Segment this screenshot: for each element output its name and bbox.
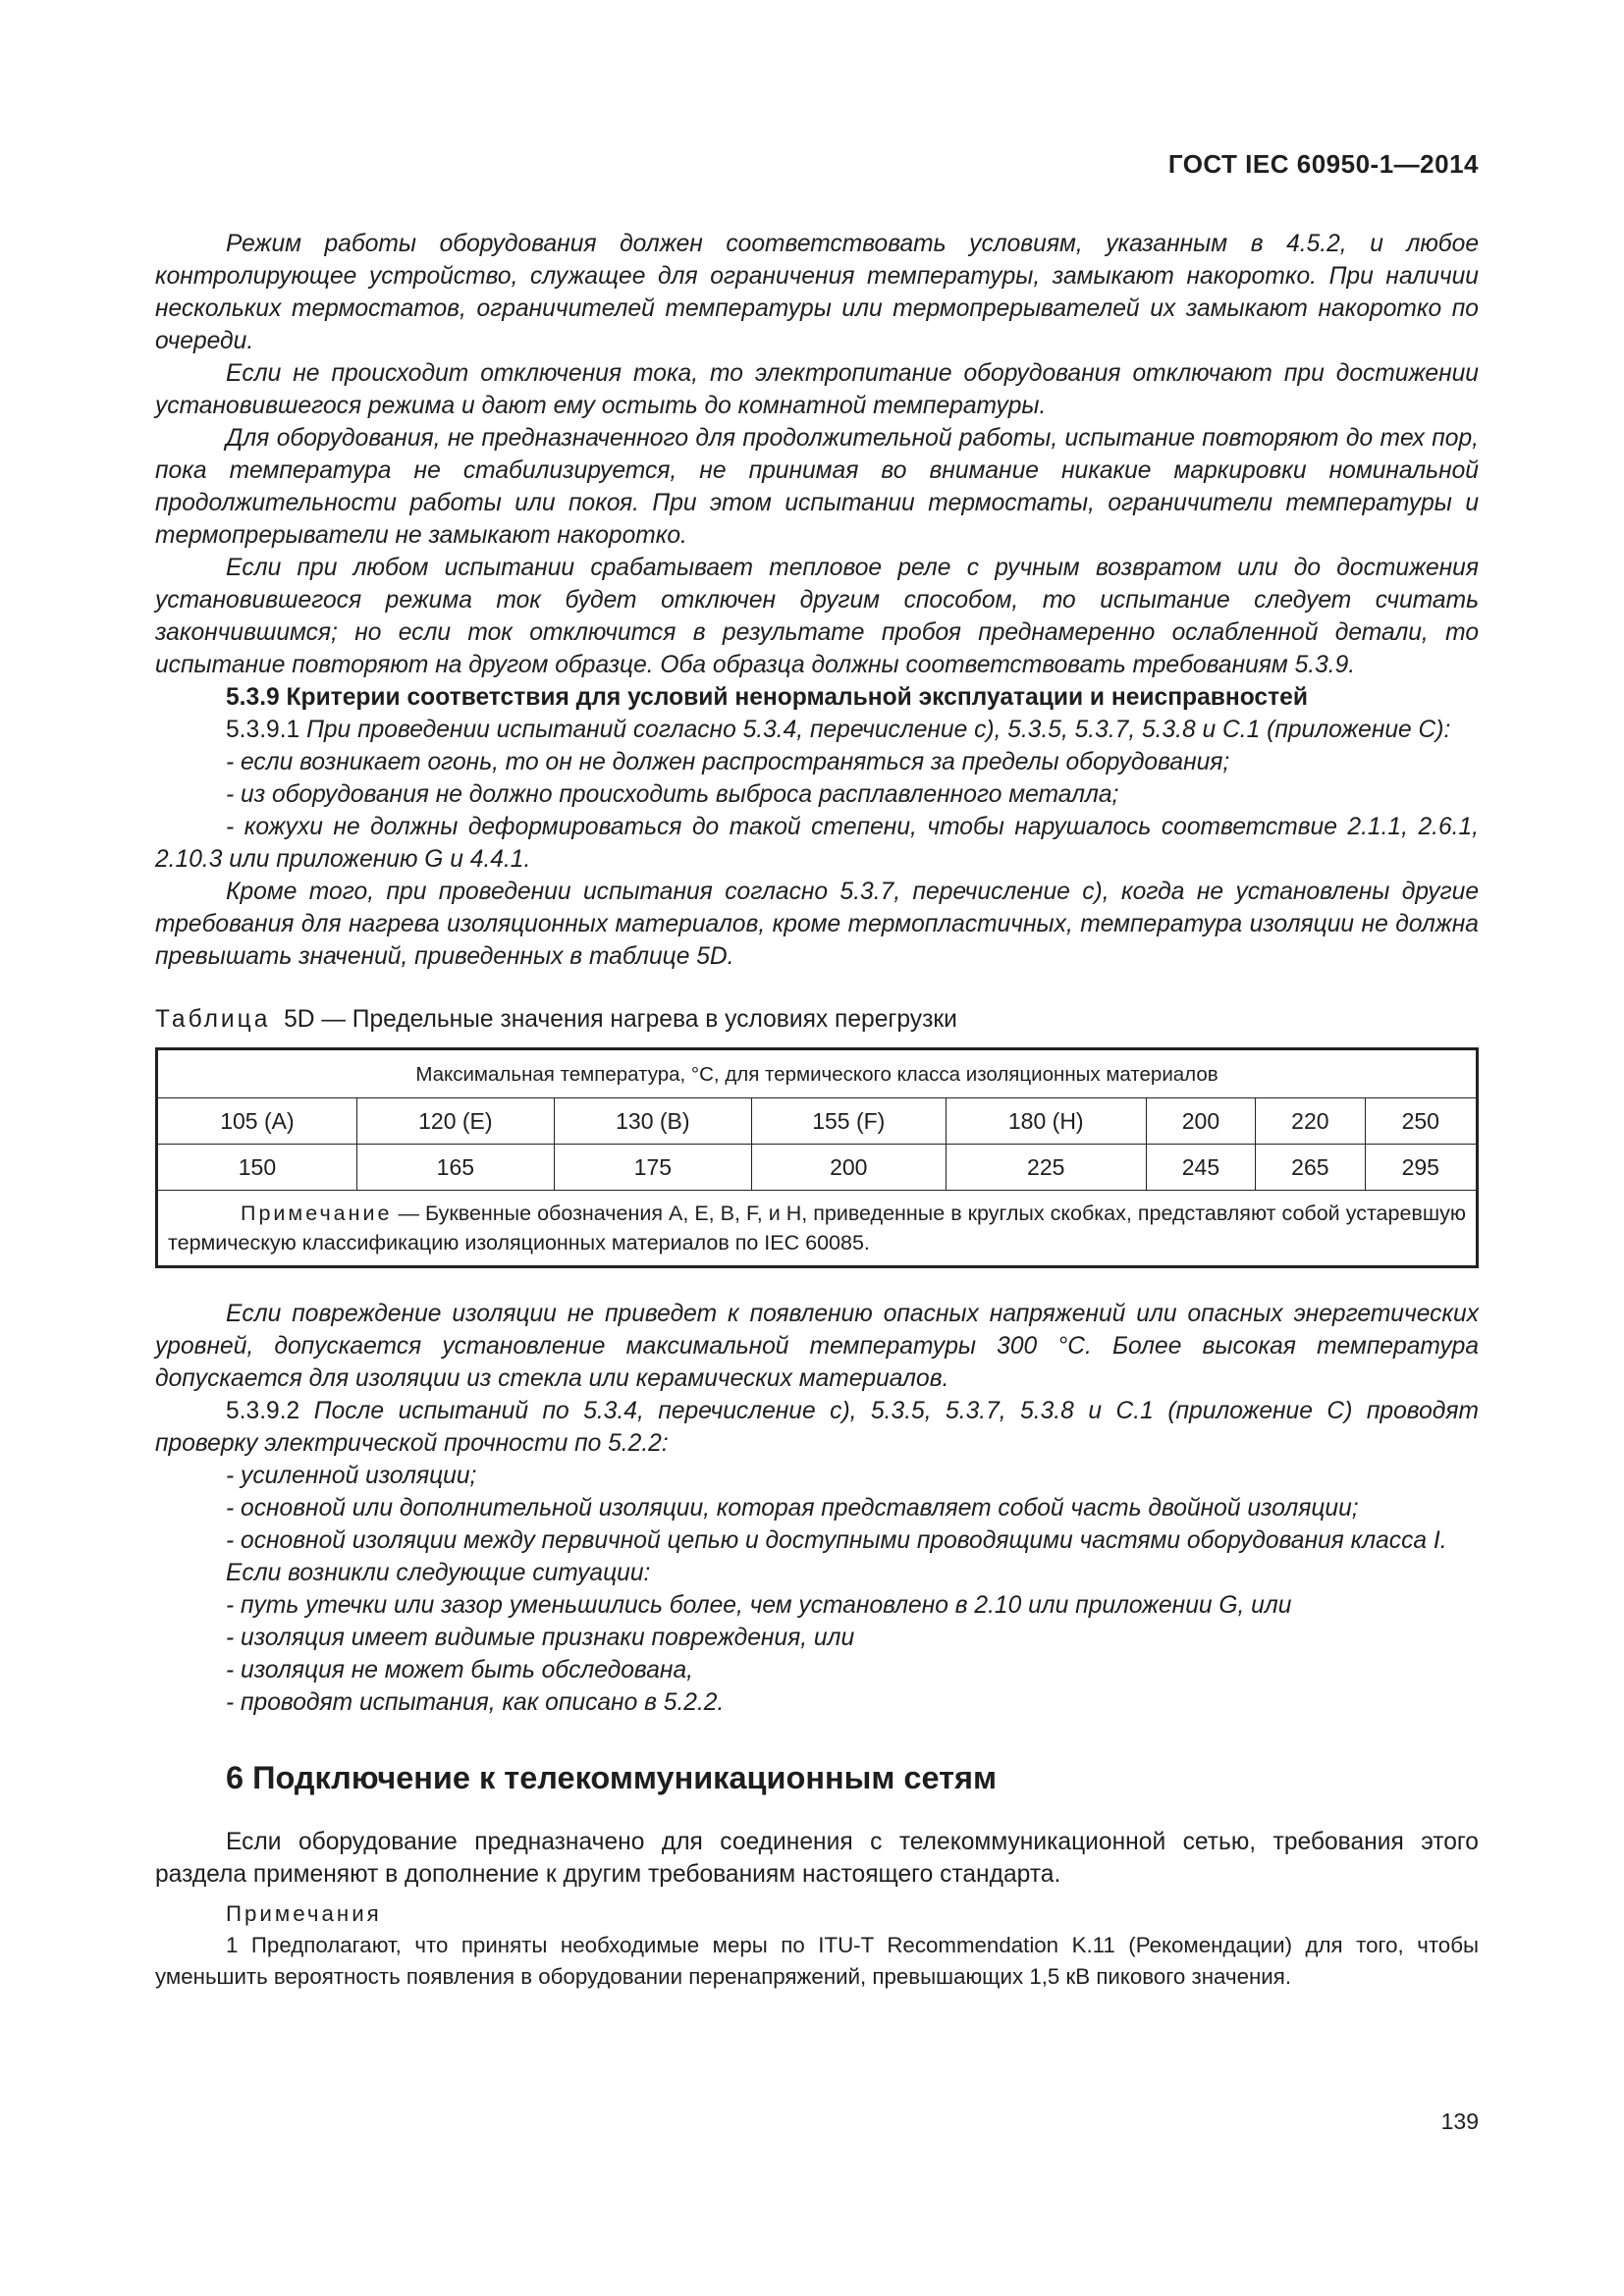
table-caption-label: Таблица <box>155 1006 271 1033</box>
table-cell: 265 <box>1256 1145 1365 1191</box>
section-heading-5-3-9: 5.3.9 Критерии соответствия для условий ненормальной эксплуатации и неисправностей <box>226 684 1308 711</box>
table-5d <box>155 1047 1479 1268</box>
section-heading-6: 6 Подключение к телекоммуникационным сетям <box>226 1760 998 1795</box>
paragraph-5-3-9-2 <box>155 1395 1479 1460</box>
table-cell: 295 <box>1365 1145 1477 1191</box>
page-number: 139 <box>1440 2109 1479 2134</box>
list-item: - изоляция имеет видимые признаки повреждения, или <box>226 1625 855 1651</box>
table-cell: 200 <box>1146 1098 1255 1145</box>
list-item: - путь утечки или зазор уменьшились более, чем установлено в 2.10 или приложении G, или <box>226 1592 1292 1619</box>
paragraph: Если при любом испытании срабатывает тепловое реле с ручным возвратом или до достижения установившегося режима ток будет отключен другим способом, то испытание следует считать закончившимся; но если ток отключится в результате пробоя преднамеренно ослабленной детали, то испытание повторяют на другом образце. Оба образца должны соответствовать требованиям 5.3.9. <box>155 555 1479 678</box>
table-row <box>157 1145 1478 1191</box>
paragraph: Если оборудование предназначено для соединения с телекоммуникационной сетью, требования этого раздела применяют в дополнение к другим требованиям настоящего стандарта. <box>155 1829 1479 1888</box>
list-item: - основной или дополнительной изоляции, которая представляет собой часть двойной изоляции; <box>226 1495 1359 1522</box>
table-cell: 220 <box>1256 1098 1365 1145</box>
paragraph: Кроме того, при проведении испытания согласно 5.3.7, перечисление с), когда не установлены другие требования для нагрева изоляционных материалов, кроме термопластичных, температура изоляции не должна превышать значений, приведенных в таблице 5D. <box>155 879 1479 970</box>
table-header: Максимальная температура, °С, для термического класса изоляционных материалов <box>157 1049 1478 1098</box>
table-row <box>157 1049 1478 1098</box>
clause-text: После испытаний по 5.3.4, перечисление с), 5.3.5, 5.3.7, 5.3.8 и С.1 (приложение С) проводят проверку электрической прочности по 5.2.2: <box>155 1398 1479 1457</box>
list-item: - из оборудования не должно происходить выброса расплавленного металла; <box>226 781 1119 808</box>
paragraph: Если повреждение изоляции не приведет к появлению опасных напряжений или опасных энергетических уровней, допускается установление максимальной температуры 300 °С. Более высокая температура допускается для изоляции из стекла или керамических материалов. <box>155 1301 1479 1392</box>
table-cell: 250 <box>1365 1098 1477 1145</box>
table-row <box>157 1191 1478 1267</box>
table-note <box>157 1191 1478 1267</box>
list-item: - усиленной изоляции; <box>226 1463 477 1489</box>
paragraph: Если возникли следующие ситуации: <box>226 1560 651 1586</box>
table-note-label: Примечание <box>241 1201 393 1225</box>
table-row <box>157 1098 1478 1145</box>
table-cell: 150 <box>157 1145 357 1191</box>
table-cell: 245 <box>1146 1145 1255 1191</box>
table-caption <box>155 1003 1479 1036</box>
document-header: ГОСТ IEC 60950-1—2014 <box>1167 149 1479 179</box>
clause-number: 5.3.9.1 <box>226 717 300 743</box>
page-body <box>155 228 1479 1993</box>
table-cell: 105 (A) <box>157 1098 357 1145</box>
table-cell: 225 <box>946 1145 1146 1191</box>
notes-label: Примечания <box>226 1901 382 1926</box>
clause-number: 5.3.9.2 <box>226 1398 300 1424</box>
table-cell: 120 (E) <box>356 1098 554 1145</box>
table-cell: 165 <box>356 1145 554 1191</box>
list-item: - проводят испытания, как описано в 5.2.2. <box>226 1689 725 1716</box>
clause-text: При проведении испытаний согласно 5.3.4, перечисление с), 5.3.5, 5.3.7, 5.3.8 и С.1 (приложение С): <box>306 717 1451 743</box>
list-item: - кожухи не должны деформироваться до такой степени, чтобы нарушалось соответствие 2.1.1, 2.6.1, 2.10.3 или приложению G и 4.4.1. <box>155 814 1479 873</box>
list-item: - если возникает огонь, то он не должен распространяться за пределы оборудования; <box>226 749 1230 775</box>
table-cell: 200 <box>751 1145 946 1191</box>
paragraph: Для оборудования, не предназначенного для продолжительной работы, испытание повторяют до тех пор, пока температура не стабилизируется, не принимая во внимание никакие маркировки номинальной продолжительности работы или покоя. При этом испытании термостаты, ограничители температуры и термопрерыватели не замыкают накоротко. <box>155 425 1479 549</box>
table-caption-text: 5D — Предельные значения нагрева в условиях перегрузки <box>284 1006 957 1033</box>
table-cell: 155 (F) <box>751 1098 946 1145</box>
list-item: - изоляция не может быть обследована, <box>226 1657 693 1683</box>
table-cell: 180 (H) <box>946 1098 1146 1145</box>
table-cell: 130 (B) <box>554 1098 751 1145</box>
paragraph-5-3-9-1 <box>155 714 1479 746</box>
paragraph: Режим работы оборудования должен соответствовать условиям, указанным в 4.5.2, и любое контролирующее устройство, служащее для ограничения температуры, замыкают накоротко. При наличии нескольких термостатов, ограничителей температуры или термопрерывателей их замыкают накоротко по очереди. <box>155 231 1479 354</box>
note-1: 1 Предполагают, что приняты необходимые меры по ITU-T Recommendation K.11 (Рекомендации) для того, чтобы уменьшить вероятность появления в оборудовании перенапряжений, превышающих 1,5 кВ пикового значения. <box>155 1933 1479 1989</box>
table-note-text: — Буквенные обозначения А, Е, В, F, и Н, приведенные в круглых скобках, представляют собой устаревшую термическую классификацию изоляционных материалов по IEC 60085. <box>168 1201 1466 1255</box>
list-item: - основной изоляции между первичной цепью и доступными проводящими частями оборудования класса I. <box>226 1527 1447 1554</box>
table-cell: 175 <box>554 1145 751 1191</box>
paragraph: Если не происходит отключения тока, то электропитание оборудования отключают при достижении установившегося режима и дают ему остыть до комнатной температуры. <box>155 360 1479 419</box>
